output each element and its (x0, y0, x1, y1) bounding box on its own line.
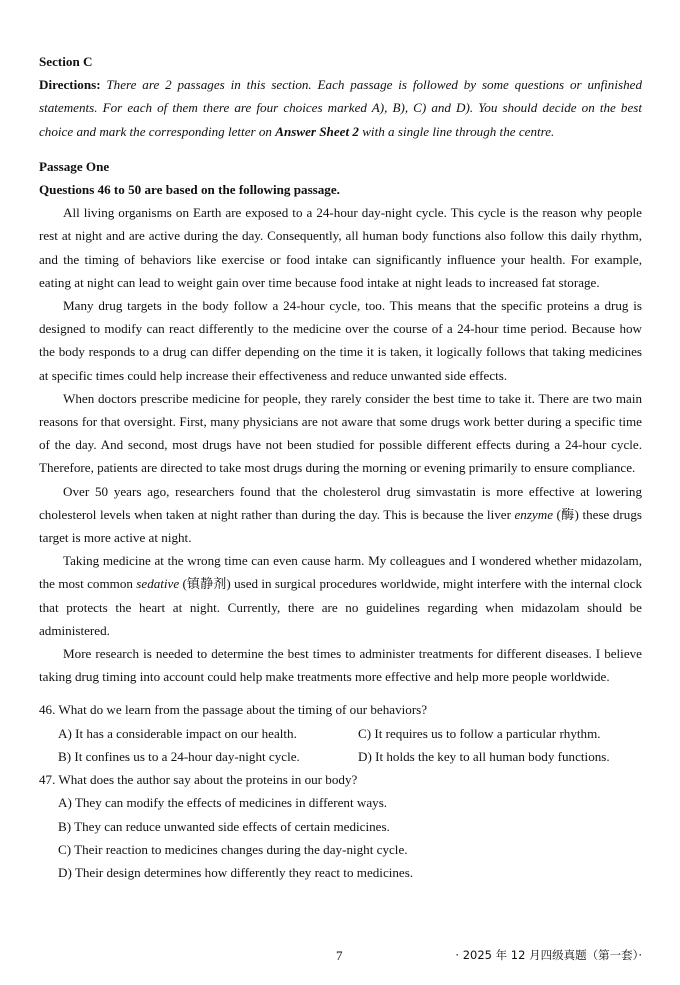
option-c: C) Their reaction to medicines changes during the day-night cycle. (58, 841, 408, 857)
paragraph-1: All living organisms on Earth are exposed to a 24-hour day-night cycle. This cycle is the reason why people rest at night and are active during the day. Consequently, all human body functions also follow this daily rhythm, and the timing of behaviors like exercise or food intake can significantly influence your health. For example, eating at night can lead to weight gain over time because food intake at night leads to increased fat storage. (39, 205, 642, 290)
paragraph-5-before: Taking medicine at the wrong time can even cause harm. My colleagues and I wondered whether midazolam, the most common (39, 553, 642, 592)
term-enzyme: enzyme (514, 506, 554, 522)
option-d: D) Their design determines how differently they react to medicines. (58, 864, 414, 880)
option-d: D) It holds the key to all human body functions. (358, 748, 610, 764)
exam-tag: · 2025 年 12 月四级真题（第一套）· (455, 948, 642, 962)
directions-label: Directions: (39, 77, 101, 93)
options (39, 791, 642, 884)
questions (39, 698, 642, 884)
passage-title: Passage One (39, 158, 110, 174)
paragraph-2: Many drug targets in the body follow a 24-hour cycle, too. This means that the specific proteins a drug is designed to modify can react differently to the medicine over the course of a 24-hour time period. Because how the body responds to a drug can differ depending on the time it is taken, it logically follows that taking medicines at specific times could help increase their effectiveness and reduce unwanted side effects. (39, 298, 642, 383)
section-title: Section C (39, 54, 93, 69)
paragraph-5 (39, 549, 642, 642)
question-stem: 47. What does the author say about the proteins in our body? (39, 772, 358, 788)
page-footer (0, 944, 680, 966)
option-b: B) They can reduce unwanted side effects of certain medicines. (58, 818, 390, 834)
paragraph-3: When doctors prescribe medicine for people, they rarely consider the best time to take it. There are two main reasons for that oversight. First, many physicians are not aware that some drugs work better during a specific time of the day. And second, most drugs have not been studied for possible different effects during a 24-hour cycle. Therefore, patients are directed to take most drugs during the morning or evening primarily to ensure compliance. (39, 390, 642, 476)
paragraph-6: More research is needed to determine the best times to administer treatments for different diseases. I believe taking drug timing into account could help make treatments more effective and help more people worldwide. (39, 646, 642, 685)
question-stem: 46. What do we learn from the passage about the timing of our behaviors? (39, 702, 428, 718)
gloss-enzyme: (酶) (553, 506, 579, 522)
page-number: 7 (336, 948, 343, 963)
directions-text (39, 77, 642, 138)
directions-text-part2: with a single line through the centre. (358, 123, 555, 139)
paragraph-4-before: Over 50 years ago, researchers found that the cholesterol drug simvastatin is more effective at lowering cholesterol levels when taken at night rather than during the day. This is because the liver (39, 483, 642, 522)
directions-text-part1: There are 2 passages in this section. Each passage is followed by some questions or unfinished statements. For each of them there are four choices marked A), B), C) and D). You should decide on the best choice and mark the corresponding letter on (39, 77, 642, 139)
option-b: B) It confines us to a 24-hour day-night cycle. (58, 748, 300, 764)
gloss-sedative: (镇静剂) (179, 576, 231, 592)
options (39, 722, 642, 768)
passage-intro: Questions 46 to 50 are based on the following passage. (39, 182, 340, 198)
option-row (58, 722, 642, 745)
question-46 (39, 698, 642, 768)
paragraph-5-after: used in surgical procedures worldwide, might interfere with the internal clock that protects the heart at night. Currently, there are no guidelines regarding when midazolam should be administered. (39, 576, 642, 638)
option-row (58, 745, 642, 768)
paragraph-4 (39, 480, 642, 550)
directions (39, 73, 642, 143)
option-a: A) They can modify the effects of medicines in different ways. (58, 795, 388, 811)
directions-answer-sheet: Answer Sheet 2 (275, 123, 359, 139)
question-47 (39, 768, 642, 884)
option-a: A) It has a considerable impact on our health. (58, 725, 297, 741)
term-sedative: sedative (136, 576, 180, 592)
option-c: C) It requires us to follow a particular rhythm. (358, 725, 601, 741)
paragraph-4-after: these drugs target is more active at night. (39, 506, 642, 546)
